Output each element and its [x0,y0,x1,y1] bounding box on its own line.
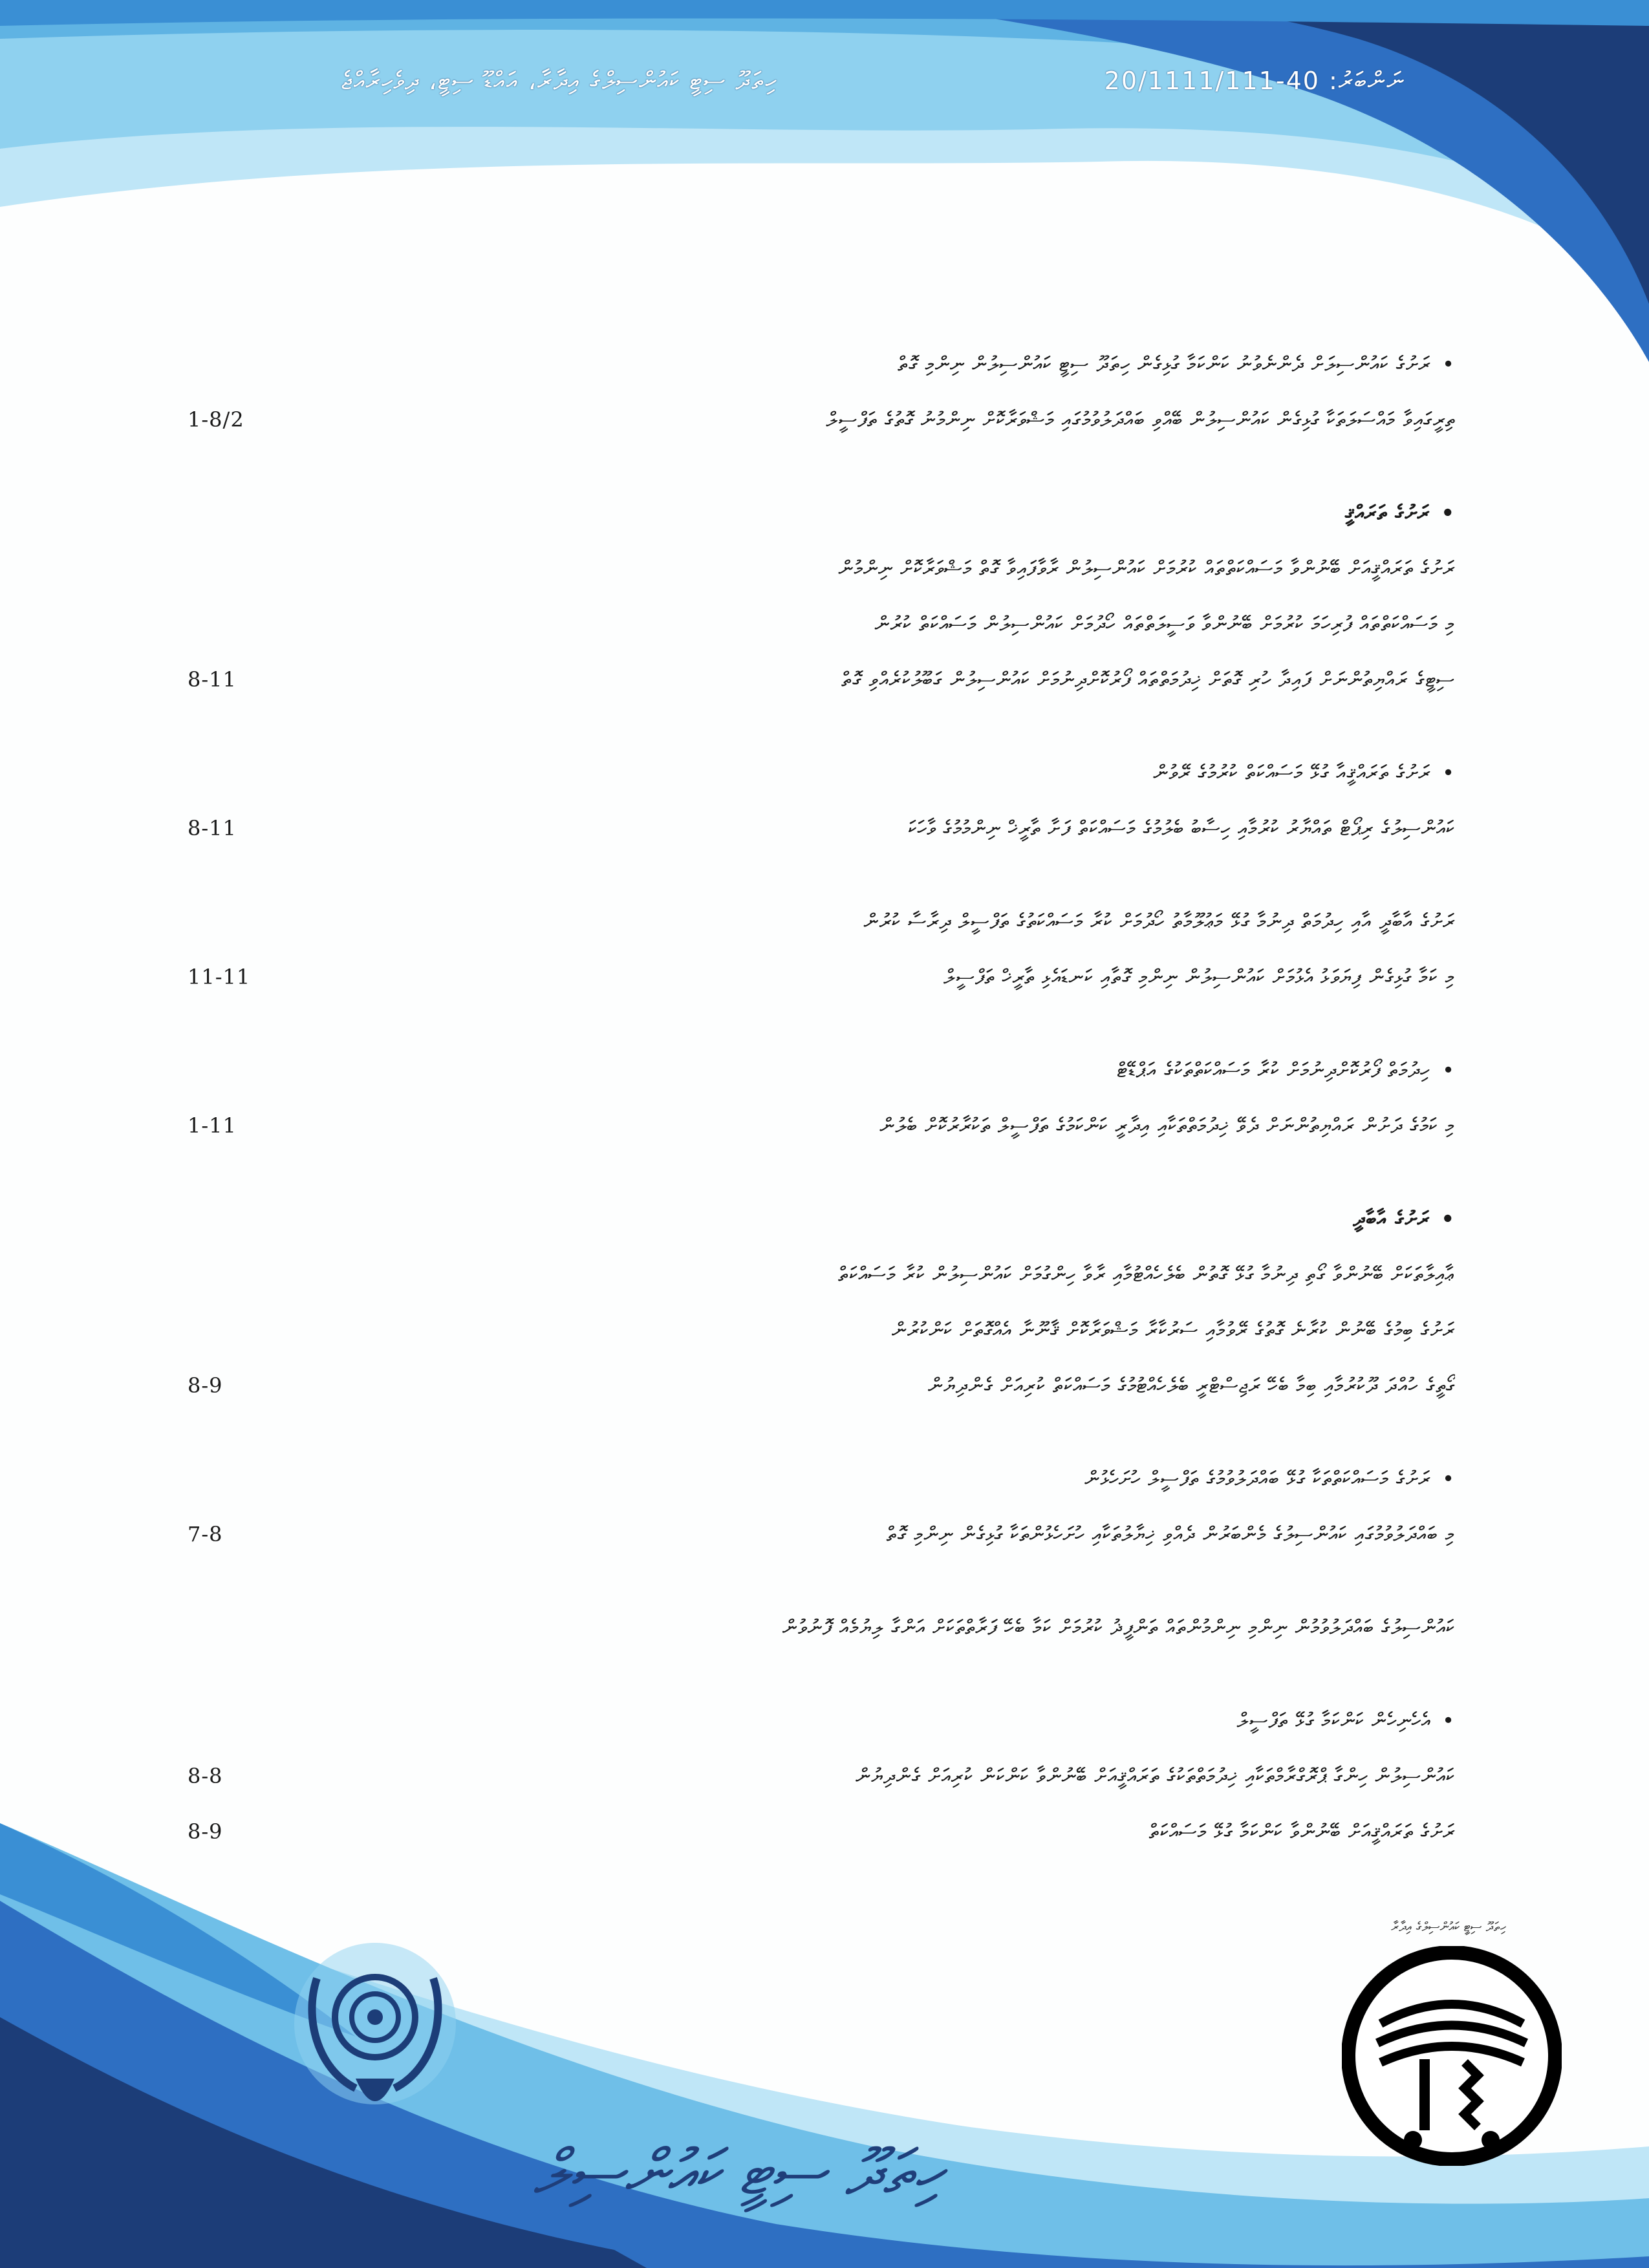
line-text: ކައުންސިލުގެ ބައްދަލުވުމުން ނިންމި ނިންމުންތައް ތަންފީޛު ކުރުމަށް ކަމާ ބެހޭ ފަރާތްތަކަށް އަންގާ ލިޔުމެއް ފޮނުވުން [782,1615,1455,1640]
line-text: މި ކަމާ ގުޅިގެން ފިޔަވަޅު އެޅުމަށް ކައުންސިލުން ނިންމި ގޮތާއި ކަނޑައެޅި ތާރީޚް ތަފްސީލް [943,965,1455,989]
text-line [188,1451,1455,1506]
line-reference: 8-9 [188,1819,223,1844]
line-reference: 11-11 [188,965,251,989]
bullet-icon: • [1441,1206,1455,1231]
text-line [188,1042,1455,1098]
bullet-icon: • [1442,1466,1455,1491]
text-line [188,1246,1455,1302]
text-line [188,336,1455,392]
text-line [188,652,1455,707]
text-line [188,893,1455,949]
line-text: ކައުންސިލުން ހިންގާ ޕްރޮގްރާމްތަކާއި ޚިދުމަތްތަކުގެ ތަރައްޤީއަށް ބޭނުންވާ ކަންކަން ކުރިއަށް ގެންދިޔުން [856,1764,1455,1788]
council-emblem-icon [1342,1946,1562,2166]
line-reference: 8-11 [188,816,237,840]
line-text: ރަށުގެ އާބާދީ [1353,1206,1430,1231]
text-line [188,949,1455,1005]
line-text: ކައުންސިލުގެ ރިޕޯޓް ތައްޔާރު ކުރުމާއި ހިސާބު ބެލުމުގެ މަސައްކަތް ފަށާ ތާރީޚް ނިންމުމުގެ ވާހަކަ [908,816,1455,840]
line-text: ރަށުގެ ކައުންސިލަށް ދެންނެވުނު ކަންކަމާ ގުޅިގެން ހިތަދޫ ސިޓީ ކައުންސިލުން ނިންމި ގޮތް [898,352,1431,376]
line-text: ރަށުގެ ތަރައްޤީ [1344,500,1430,525]
bullet-icon: • [1442,1708,1455,1733]
line-reference: 1-8/2 [188,407,244,432]
emblem-caption: ހިތަދޫ ސިޓީ ކައުންސިލްގެ އިދާރާ [1391,1919,1506,1934]
paragraph [188,745,1455,856]
line-text: ޢާއިލާތަކަށް ބޭނުންވާ ގޯތި ދިނުމާ ގުޅޭ ގޮތުން ބެލެހެއްޓުމާއި ރާވާ ހިންގުމަށް ކައުންސިލުން ކުރާ މަސައްކަތް [838,1262,1455,1287]
line-text: އެހެނިހެން ކަންކަމާ ގުޅޭ ތަފްސީލް [1236,1708,1431,1733]
line-reference: 8-11 [188,667,237,692]
paragraph [188,336,1455,447]
line-text: މި ކަމުގެ ދަށުން ރައްޔިތުންނަށް ދެވޭ ޚިދުމަތްތަކާއި އިދާރީ ކަންކަމުގެ ތަފްސީލް ތަކުރާރުކޮށް ބެލުން [879,1113,1455,1138]
line-text: ރަށުގެ ތަރައްޤީއަށް ބޭނުންވާ މަސައްކަތްތައް ކުރުމަށް ކައުންސިލުން ރާވާފައިވާ ގޮތް މަޝްވަރާކޮށް ނިންމުން [838,556,1455,581]
header-reference-number: ނަންބަރު: 40-20/1111/111 [1104,67,1405,95]
bullet-icon: • [1441,500,1455,525]
line-reference: 8-8 [188,1764,223,1788]
paragraph [188,485,1455,707]
line-text: ހިދުމަތް ފޯރުކޮށްދިނުމަށް ކުރާ މަސައްކަތްތަކުގެ އަޕްޑޭޓް [1117,1058,1431,1082]
line-text: ރަށުގެ ތަރައްޤީއާ ގުޅޭ މަސައްކަތް ކުރުމުގެ ރޭވުން [1153,760,1431,785]
bullet-icon: • [1442,760,1455,785]
line-text: ގޯތީގެ ހުއްދަ ދޫކުރުމާއި ބިމާ ބެހޭ ރަޖިސްޓްރީ ބެލެހެއްޓުމުގެ މަސައްކަތް ކުރިއަށް ގެންދިޔުން [927,1373,1455,1398]
text-line [188,485,1455,540]
paragraph [188,1599,1455,1655]
text-line [188,800,1455,856]
flower-wreath-logo [291,1940,459,2134]
line-reference: 8-9 [188,1373,223,1398]
line-text: ރަށުގެ މަސައްކަތްތަކާ ގުޅޭ ބައްދަލުވުމުގެ ތަފްސީލް ހުށަހެޅުން [1084,1466,1431,1491]
paragraph [188,1042,1455,1153]
text-line [188,1748,1455,1804]
signature-calligraphy: ހިތަދޫ ސިޓީ ކައުންސިލް [533,2136,942,2209]
paragraph [188,1191,1455,1413]
text-line [188,1302,1455,1358]
line-text: މި ބައްދަލުވުމުގައި ކައުންސިލުގެ މެންބަރުން ދެއްވި ޚިޔާލުތަކާއި ހުށަހެޅުންތަކާ ގުޅިގެން ނިންމި ގޮތް [886,1522,1455,1546]
line-text: ސިޓީގެ ރައްޔިތުންނަށް ފައިދާ ހުރި ގޮތަށް ޚިދުމަތްތައް ފޯރުކޮށްދިނުމަށް ކައުންސިލުން ގަބޫލުކުރެއްވި ގޮތް [841,667,1455,692]
text-line [188,1191,1455,1246]
text-line [188,1506,1455,1562]
line-text: ރަށުގެ ތަރައްޤީއަށް ބޭނުންވާ ކަންކަމާ ގުޅޭ މަސައްކަތް [1148,1819,1455,1844]
header-title: ހިތަދޫ ސިޓީ ކައުންސިލްގެ އިދާރާ، އައްޑޫ ސިޓީ، ދިވެހިރާއްޖެ [341,67,778,95]
line-text: ތިރީގައިވާ މައްސަލަތަކާ ގުޅިގެން ކައުންސިލުން ބޭއްވި ބައްދަލުވުމުގައި މަޝްވަރާކޮށް ނިންމުނު ގޮތުގެ ތަފްސީލް [826,407,1455,432]
bullet-icon: • [1442,1058,1455,1082]
line-reference: 7-8 [188,1522,223,1546]
bullet-icon: • [1442,352,1455,376]
text-line [188,392,1455,447]
text-line [188,1599,1455,1655]
text-line [188,540,1455,596]
paragraph [188,893,1455,1005]
text-line [188,745,1455,800]
text-line [188,1693,1455,1748]
line-text: ރަށުގެ ބިމުގެ ބޭނުން ކުރާނެ ގޮތުގެ ރޭވުމާއި ސަރުކާރާ މަޝްވަރާކޮށް ޤާނޫނާ އެއްގޮތަށް ކަންކުރުން [891,1318,1455,1342]
line-reference: 1-11 [188,1113,237,1138]
paragraph [188,1451,1455,1562]
line-text: މި މަސައްކަތްތައް ފުރިހަމަ ކުރުމަށް ބޭނުންވާ ވަސީލަތްތައް ހޯދުމަށް ކައުންސިލުން މަސައްކަތް ކުރުން [874,612,1455,636]
text-line [188,596,1455,652]
letter-body [188,336,1455,1897]
text-line [188,1358,1455,1413]
text-line [188,1098,1455,1153]
line-text: ރަށުގެ އާބާދީ އާއި ހިދުމަތް ދިނުމާ ގުޅޭ މަޢުލޫމާތު ހޯދުމަށް ކުރާ މަސައްކަތުގެ ތަފްސީލް ދިރާސާ ކުރުން [863,909,1455,934]
